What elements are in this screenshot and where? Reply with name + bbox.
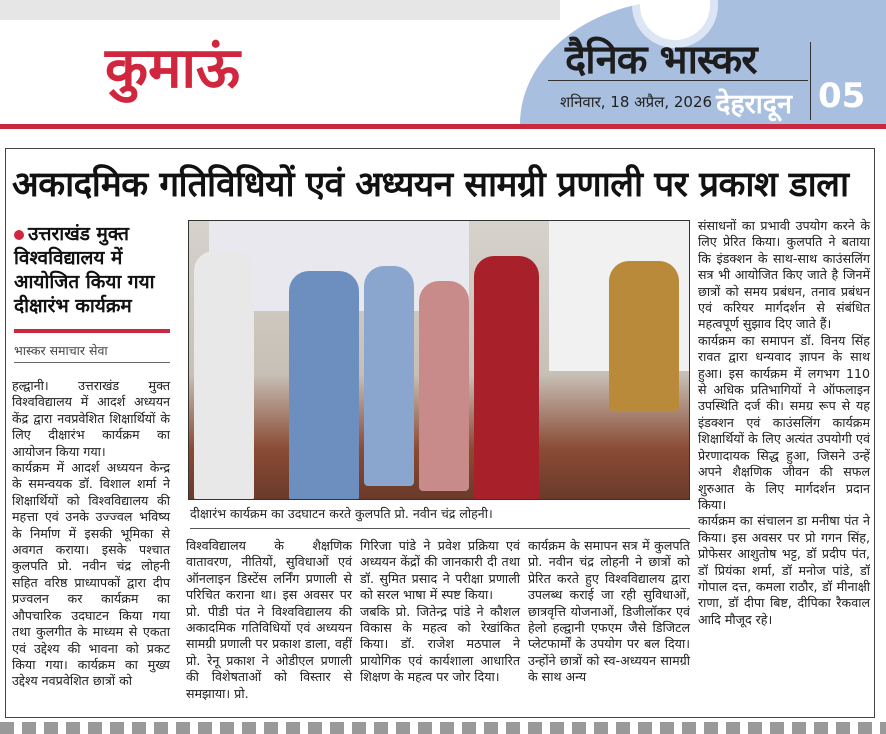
photo-caption: दीक्षारंभ कार्यक्रम का उदघाटन करते कुलपति प्रो. नवीन चंद्र लोहनी। xyxy=(190,506,493,521)
article-photo xyxy=(188,220,690,500)
section-title: कुमाऊं xyxy=(105,36,240,101)
newspaper-logo: दैनिक भास्कर xyxy=(565,37,757,83)
paragraph: जबकि प्रो. जितेन्द्र पांडे ने कौशल विकास के महत्व को रेखांकित किया। डॉ. राजेश मठपाल ने प्रायोगिक एवं कार्यशाला आधारित शिक्षण के महत्व पर जोर दिया। xyxy=(360,603,520,685)
paragraph: कार्यक्रम का संचालन डा मनीषा पंत ने किया। इस अवसर पर प्रो गगन सिंह, प्रोफेसर आशुतोष भट्ट, डॉ प्रदीप पंत, डॉ प्रियंका शर्मा, डॉ मनोज पांडे, डॉ गोपाल दत्त, कमला राठौर, डॉ मीनाक्षी राणा, डॉ दीपा बिष्ट, दीपिका रैकवाल आदि मौजूद रहे। xyxy=(698,513,870,627)
top-band xyxy=(0,0,560,20)
article-subhead xyxy=(14,222,174,318)
photo-person xyxy=(194,251,254,500)
divider xyxy=(548,80,808,81)
article-headline: अकादमिक गतिविधियों एवं अध्ययन सामग्री प्रणाली पर प्रकाश डाला xyxy=(12,165,849,205)
paragraph: विश्वविद्यालय के शैक्षणिक वातावरण, नीतियों, सुविधाओं एवं ऑनलाइन डिस्टेंस लर्निंग प्रणाली से परिचित कराना था। इस अवसर पर प्रो. पीडी पंत ने विश्वविद्यालय की अकादमिक गतिविधियों एवं अध्ययन सामग्री प्रणाली पर प्रकाश डाला, वहीं प्रो. रेनू प्रकाश ने ओडीएल प्रणाली की विशेषताओं को विस्तार से समझाया। प्रो. xyxy=(186,538,352,701)
cropped-next-article xyxy=(0,722,886,734)
article-column-4 xyxy=(528,538,690,686)
paragraph: संसाधनों का प्रभावी उपयोग करने के लिए प्रेरित किया। कुलपति ने बताया कि इंडक्शन के साथ-साथ काउंसलिंग सत्र भी आयोजित किए जाते है जिनमें छात्रों को समय प्रबंधन, तनाव प्रबंधन एवं करियर मार्गदर्शन से संबंधित महत्वपूर्ण सुझाव दिए जाते हैं। xyxy=(698,218,870,332)
paragraph: कार्यक्रम के समापन सत्र में कुलपति प्रो. नवीन चंद्र लोहनी ने छात्रों को प्रेरित करते हुए विश्वविद्यालय द्वारा उपलब्ध कराई जा रही सुविधाओं, छात्रवृत्ति योजनाओं, डिजीलॉकर एवं हेलो हल्द्वानी एफएम जैसे डिजिटल प्लेटफार्मों के उपयोग पर बल दिया। उन्होंने छात्रों को स्व-अध्ययन सामग्री के साथ अन्य xyxy=(528,538,690,685)
article-column-5 xyxy=(698,218,870,628)
subhead-text: उत्तराखंड मुक्त विश्वविद्यालय में आयोजित किया गया दीक्षारंभ कार्यक्रम xyxy=(14,223,155,317)
news-agency: भास्कर समाचार सेवा xyxy=(14,343,108,358)
article-column-3 xyxy=(360,538,520,686)
article-column-1 xyxy=(12,378,170,690)
paragraph: कार्यक्रम में आदर्श अध्ययन केन्द्र के समन्वयक डॉ. विशाल शर्मा ने शिक्षार्थियों को विश्वविद्यालय की महत्ता एवं उनके उज्ज्वल भविष्य के निर्माण में इसकी भूमिका से अवगत कराया। इसके पश्चात कुलपति प्रो. नवीन चंद्र लोहनी सहित वरिष्ठ प्राध्यापकों द्वारा दीप प्रज्वलन कर कार्यक्रम का औपचारिक उदघाटन किया गया तथा कुलगीत के माध्यम से एकता एवं उद्देश्य की भावना को प्रकट किया गया। कार्यक्रम का मुख्य उद्देश्य नवप्रवेशित छात्रों को xyxy=(12,460,170,689)
divider xyxy=(810,42,811,120)
header-rule xyxy=(0,124,886,129)
photo-person xyxy=(419,281,469,491)
divider xyxy=(14,329,170,333)
photo-person xyxy=(289,271,359,500)
paragraph: गिरिजा पांडे ने प्रवेश प्रक्रिया एवं अध्ययन केंद्रों की जानकारी दी तथा डॉ. सुमित प्रसाद ने परीक्षा प्रणाली को सरल भाषा में स्पष्ट किया। xyxy=(360,538,520,603)
paragraph: कार्यक्रम का समापन डॉ. विनय सिंह रावत द्वारा धन्यवाद ज्ञापन के साथ हुआ। इस कार्यक्रम में लगभग 110 से अधिक प्रतिभागियों ने ऑफलाइन उपस्थिति दर्ज की। समग्र रूप से यह इंडक्शन एवं काउंसलिंग कार्यक्रम शिक्षार्थियों के लिए अत्यंत उपयोगी एवं प्रेरणादायक सिद्ध हुआ, जिसने उन्हें अपने शैक्षणिक जीवन की सफल शुरुआत के लिए मार्गदर्शन प्रदान किया। xyxy=(698,332,870,512)
edition-city: देहरादून xyxy=(716,89,793,120)
photo-statue xyxy=(609,261,679,411)
page-number: 05 xyxy=(818,76,866,116)
article-column-2 xyxy=(186,538,352,702)
issue-date: शनिवार, 18 अप्रैल, 2026 xyxy=(560,93,713,111)
paragraph: हल्द्वानी। उत्तराखंड मुक्त विश्वविद्यालय में आदर्श अध्ययन केंद्र द्वारा नवप्रवेशित शिक्षार्थियों के लिए दीक्षारंभ कार्यक्रम का आयोजन किया गया। xyxy=(12,378,170,459)
divider xyxy=(190,528,690,529)
divider xyxy=(14,362,170,363)
photo-person xyxy=(474,256,539,500)
bullet-icon xyxy=(14,230,24,240)
photo-person xyxy=(364,266,414,486)
